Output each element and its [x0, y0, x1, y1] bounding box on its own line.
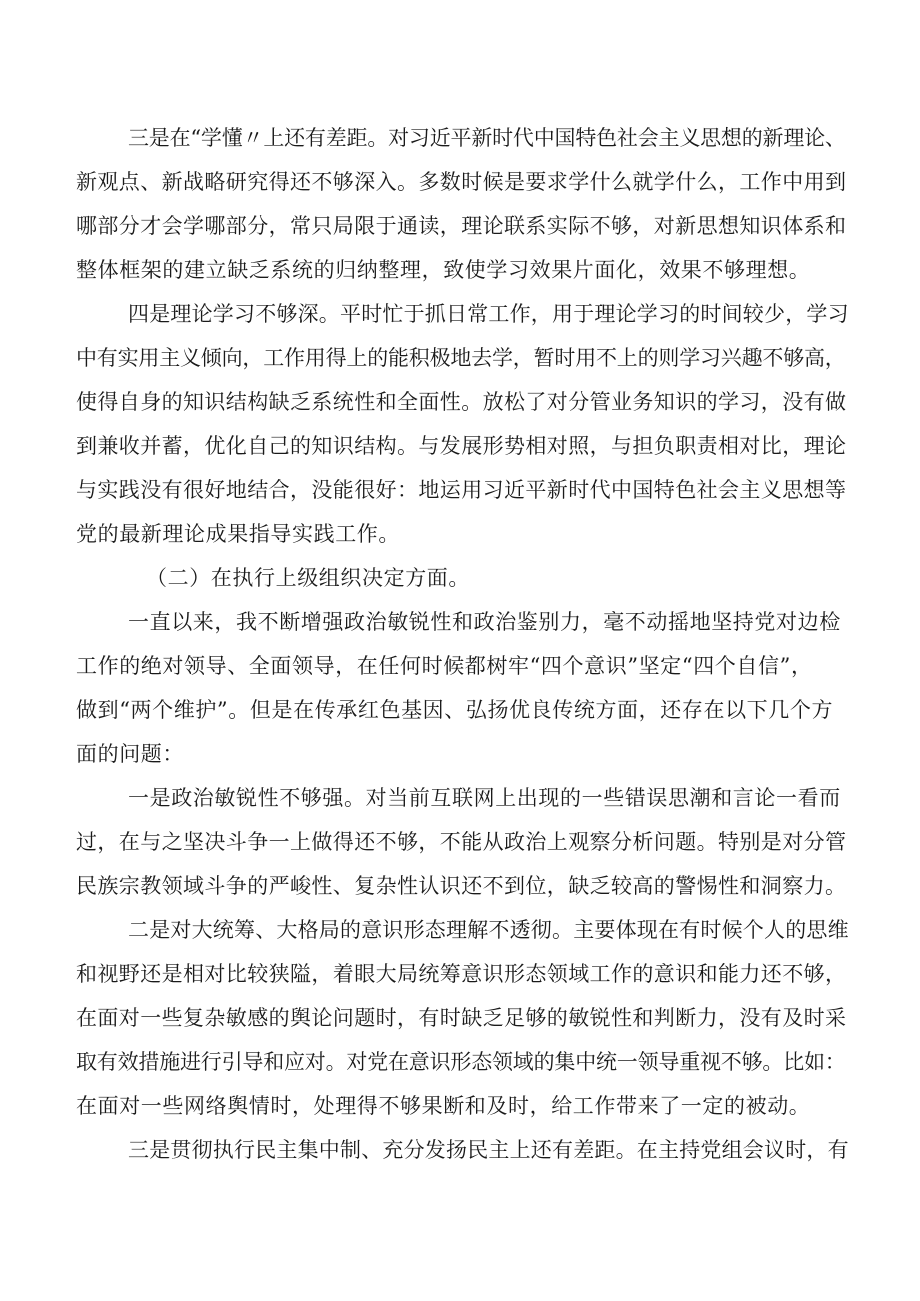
- text-line: 民族宗教领域斗争的严峻性、复杂性认识还不到位，缺乏较高的警惕性和洞察力。: [76, 874, 847, 898]
- text-line: 四是理论学习不够深。平时忙于抓日常工作，用于理论学习的时间较少，学习: [128, 302, 849, 326]
- text-line: 三是在“学懂〃上还有差距。对习近平新时代中国特色社会主义思想的新理论、: [128, 126, 846, 150]
- text-line: 与实践没有很好地结合，没能很好：地运用习近平新时代中国特色社会主义思想等: [76, 478, 847, 502]
- text-line: 哪部分才会学哪部分，常只局限于通读，理论联系实际不够，对新思想知识体系和: [76, 214, 847, 238]
- text-line: 党的最新理论成果指导实践工作。: [76, 522, 400, 546]
- text-line: 过，在与之坚决斗争一上做得还不够，不能从政治上观察分析问题。特别是对分管: [76, 830, 847, 854]
- text-line: 和视野还是相对比较狭隘，着眼大局统筹意识形态领域工作的意识和能力还不够，: [76, 962, 847, 986]
- text-line: 一直以来，我不断增强政治敏锐性和政治鉴别力，毫不动摇地坚持党对边检: [128, 610, 841, 634]
- text-line: 中有实用主义倾向，工作用得上的能积极地去学，暂时用不上的则学习兴趣不够高，: [76, 346, 846, 370]
- text-line: 在面对一些网络舆情时，处理得不够果断和及时，给工作带来了一定的被动。: [76, 1094, 811, 1118]
- text-line: 到兼收并蓄，优化自己的知识结构。与发展形势相对照，与担负职责相对比，理论: [76, 434, 847, 458]
- text-line: 在面对一些复杂敏感的舆论问题时，有时缺乏足够的敏锐性和判断力，没有及时采: [76, 1006, 847, 1030]
- text-line: 整体框架的建立缺乏系统的归纳整理，致使学习效果片面化，效果不够理想。: [76, 258, 811, 282]
- section-heading: （二）在执行上级组织决定方面。: [146, 566, 470, 590]
- text-line: 工作的绝对领导、全面领导，在任何时候都树牢“四个意识”坚定“四个自信”，: [76, 654, 813, 678]
- text-line: 使得自身的知识结构缺乏系统性和全面性。放松了对分管业务知识的学习，没有做: [76, 390, 847, 414]
- text-line: 一是政治敏锐性不够强。对当前互联网上出现的一些错误思潮和言论一看而: [128, 786, 841, 810]
- text-line: 面的问题：: [76, 742, 184, 766]
- text-line: 三是贯彻执行民主集中制、充分发扬民主上还有差距。在主持党组会议时，有: [128, 1138, 849, 1162]
- text-line: 二是对大统筹、大格局的意识形态理解不透彻。主要体现在有时候个人的思维: [128, 918, 849, 942]
- text-line: 新观点、新战略研究得还不够深入。多数时候是要求学什么就学什么，工作中用到: [76, 170, 847, 194]
- text-line: 做到“两个维护”。但是在传承红色基因、弘扬优良传统方面，还存在以下几个方: [76, 698, 834, 722]
- text-line: 取有效措施进行引导和应对。对党在意识形态领域的集中统一领导重视不够。比如：: [76, 1050, 846, 1074]
